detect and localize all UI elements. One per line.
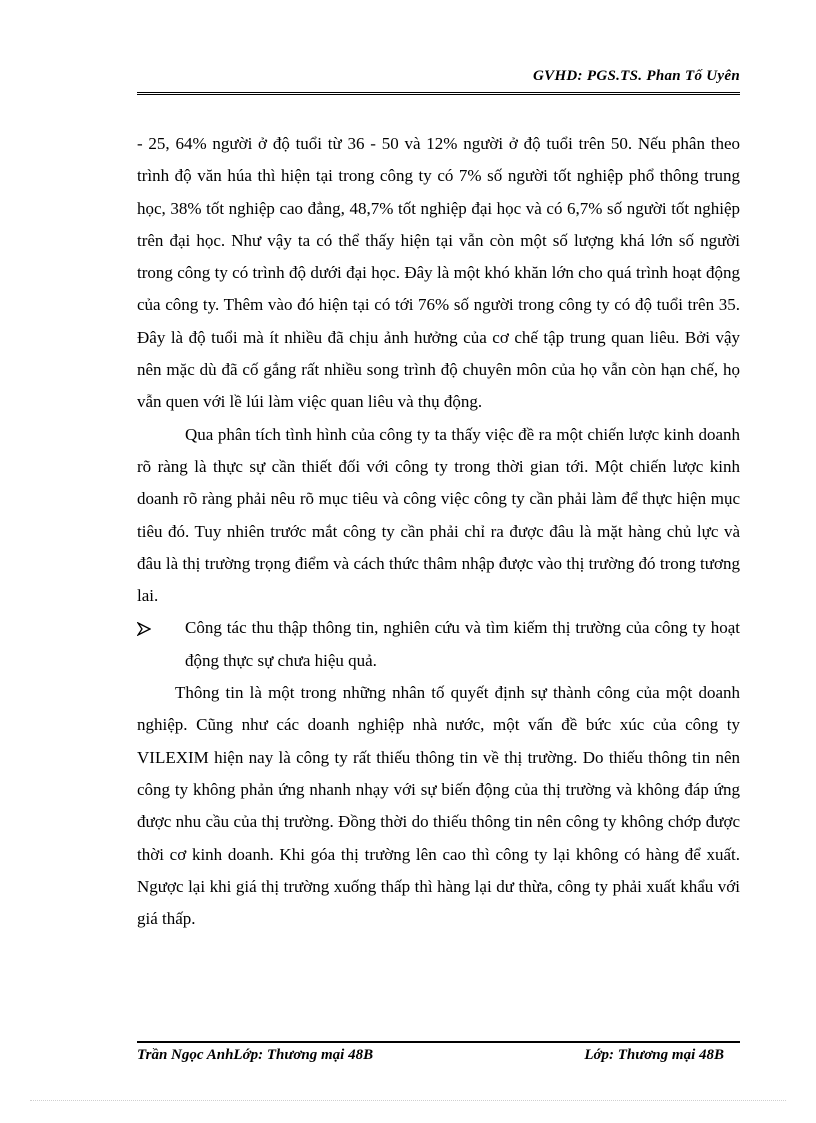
footer-author: Trần Ngọc AnhLớp: Thương mại 48B — [137, 1047, 374, 1063]
paragraph-3: Thông tin là một trong những nhân tố quyết định sự thành công của một doanh nghiệp. Cũng như các doanh nghiệp nhà nước, một vấn đề bức xúc của công ty VILEXIM hiện nay là công ty rất thiếu thông tin về thị trường. Do thiếu thông tin nên công ty không phản ứng nhanh nhạy với sự biến động của thị trường và không đáp ứng được nhu cầu của thị trường. Đồng thời do thiếu thông tin nên công ty không chớp được thời cơ kinh doanh. Khi góa thị trường lên cao thì công ty lại không có hàng để xuất. Ngược lại khi giá thị trường xuống thấp thì hàng lại dư thừa, công ty phải xuất khẩu với giá thấp. — [137, 683, 740, 929]
page-bottom-divider — [30, 1100, 786, 1101]
paragraph-2: Qua phân tích tình hình của công ty ta thấy việc đề ra một chiến lược kinh doanh rõ ràng là thực sự cần thiết đối với công ty trong thời gian tới. Một chiến lược kinh doanh rõ ràng phải nêu rõ mục tiêu và công việc công ty cần phải làm để thực hiện mục tiêu đó. Tuy nhiên trước mắt công ty cần phải chỉ ra được đâu là mặt hàng chủ lực và đâu là thị trường trọng điểm và cách thức thâm nhập được vào thị trường đó trong tương lai. — [137, 424, 740, 606]
footer-class: Lớp: Thương mại 48B — [584, 1047, 724, 1063]
bullet-item-1-text: Công tác thu thập thông tin, nghiên cứu và tìm kiếm thị trường của công ty hoạt động thực sự chưa hiệu quả. — [185, 618, 740, 670]
bullet-item-1 — [137, 612, 740, 677]
body-text — [137, 128, 740, 935]
page-footer — [137, 1041, 740, 1073]
paragraph-1: - 25, 64% người ở độ tuổi từ 36 - 50 và 12% người ở độ tuổi trên 50. Nếu phân theo trình độ văn húa thì hiện tại trong công ty có 7% số người tốt nghiệp phổ thông trung học, 38% tốt nghiệp cao đẳng, 48,7% tốt nghiệp đại học và có 6,7% số người tốt nghiệp trên đại học. Như vậy ta có thể thấy hiện tại vẫn còn một số lượng khá lớn số người trong công ty có trình độ dưới đại học. Đây là một khó khăn lớn cho quá trình hoạt động của công ty. Thêm vào đó hiện tại có tới 76% số người trong công ty có độ tuổi trên 35. Đây là độ tuổi mà ít nhiều đã chịu ảnh hưởng của cơ chế tập trung quan liêu. Bởi vậy nên mặc dù đã cố gắng rất nhiều song trình độ chuyên môn của họ vẫn còn hạn chế, họ vẫn quen với lề lúi làm việc quan liêu và thụ động. — [137, 134, 740, 412]
advisor-header-text: GVHD: PGS.TS. Phan Tố Uyên — [533, 68, 740, 84]
page-header — [137, 64, 740, 95]
